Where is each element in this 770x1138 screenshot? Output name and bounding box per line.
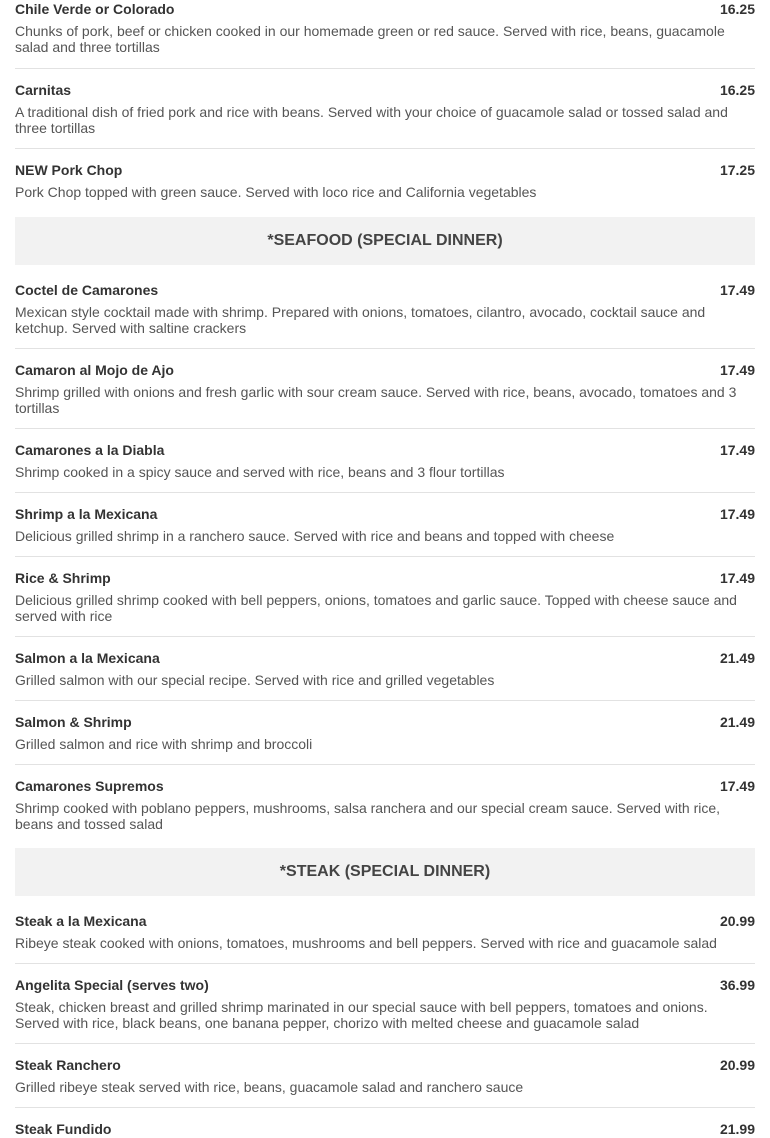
menu-item[interactable] [15,1108,755,1138]
item-description: Grilled salmon with our special recipe. Served with rice and grilled vegetables [15,672,495,688]
menu-item[interactable] [15,69,755,149]
item-description: Delicious grilled shrimp cooked with bell peppers, onions, tomatoes and garlic sauce. Topped with cheese sauce and served with rice [15,592,737,624]
menu-item[interactable] [15,493,755,557]
section-heading-steak: *STEAK (SPECIAL DINNER) [15,848,755,896]
section-heading-seafood: *SEAFOOD (SPECIAL DINNER) [15,217,755,265]
menu-item[interactable] [15,964,755,1044]
item-description: Shrimp cooked in a spicy sauce and served with rice, beans and 3 flour tortillas [15,464,505,480]
menu-item[interactable] [15,265,755,349]
item-description: Grilled ribeye steak served with rice, beans, guacamole salad and ranchero sauce [15,1079,524,1095]
item-price: 17.25 [719,162,755,178]
item-price: 21.99 [719,1121,755,1137]
item-price: 17.49 [719,442,755,458]
menu-item[interactable] [15,149,755,217]
menu-section-steak [15,848,755,1138]
item-price: 20.99 [719,913,755,929]
item-price: 36.99 [719,977,755,993]
menu-item[interactable] [15,701,755,765]
item-name: Steak a la Mexicana [15,913,147,929]
item-price: 21.49 [719,714,755,730]
item-name: Salmon a la Mexicana [15,650,160,666]
item-name: Camarones a la Diabla [15,442,165,458]
item-name: Steak Fundido [15,1121,112,1137]
item-description: Mexican style cocktail made with shrimp. Prepared with onions, tomatoes, cilantro, avocado, cocktail sauce and ketchup. Served with saltine crackers [15,304,706,336]
item-name: Carnitas [15,82,72,98]
item-price: 21.49 [719,650,755,666]
menu-item[interactable] [15,349,755,429]
item-price: 16.25 [719,82,755,98]
item-price: 17.49 [719,362,755,378]
item-price: 17.49 [719,778,755,794]
item-price: 17.49 [719,506,755,522]
menu-section-pork [15,0,755,217]
item-description: Shrimp grilled with onions and fresh garlic with sour cream sauce. Served with rice, beans, avocado, tomatoes and 3 tortillas [15,384,737,416]
menu-list [15,0,755,1138]
item-name: Camaron al Mojo de Ajo [15,362,174,378]
item-name: Rice & Shrimp [15,570,111,586]
item-name: NEW Pork Chop [15,162,123,178]
item-name: Shrimp a la Mexicana [15,506,158,522]
menu-item[interactable] [15,429,755,493]
item-description: Shrimp cooked with poblano peppers, mushrooms, salsa ranchera and our special cream sauce. Served with rice, beans and tossed salad [15,800,721,832]
item-description: Pork Chop topped with green sauce. Served with loco rice and California vegetables [15,184,537,200]
item-name: Angelita Special (serves two) [15,977,209,993]
item-description: Steak, chicken breast and grilled shrimp marinated in our special sauce with bell peppers, tomatoes and onions. Served with rice, black beans, one banana pepper, chorizo with melted cheese and guacamole salad [15,999,708,1031]
menu-item[interactable] [15,765,755,848]
menu-item[interactable] [15,557,755,637]
item-price: 16.25 [719,1,755,17]
item-description: A traditional dish of fried pork and rice with beans. Served with your choice of guacamole salad or tossed salad and three tortillas [15,104,728,136]
item-name: Camarones Supremos [15,778,164,794]
item-price: 17.49 [719,282,755,298]
item-price: 17.49 [719,570,755,586]
menu-item[interactable] [15,896,755,964]
item-price: 20.99 [719,1057,755,1073]
item-name: Steak Ranchero [15,1057,121,1073]
item-description: Ribeye steak cooked with onions, tomatoes, mushrooms and bell peppers. Served with rice and guacamole salad [15,935,717,951]
menu-item[interactable] [15,0,755,69]
item-name: Coctel de Camarones [15,282,159,298]
item-description: Delicious grilled shrimp in a ranchero sauce. Served with rice and beans and topped with cheese [15,528,615,544]
menu-section-seafood [15,217,755,848]
menu-item[interactable] [15,1044,755,1108]
item-name: Chile Verde or Colorado [15,1,175,17]
menu-item[interactable] [15,637,755,701]
item-name: Salmon & Shrimp [15,714,132,730]
item-description: Grilled salmon and rice with shrimp and broccoli [15,736,313,752]
item-description: Chunks of pork, beef or chicken cooked in our homemade green or red sauce. Served with rice, beans, guacamole salad and three tortillas [15,23,725,55]
